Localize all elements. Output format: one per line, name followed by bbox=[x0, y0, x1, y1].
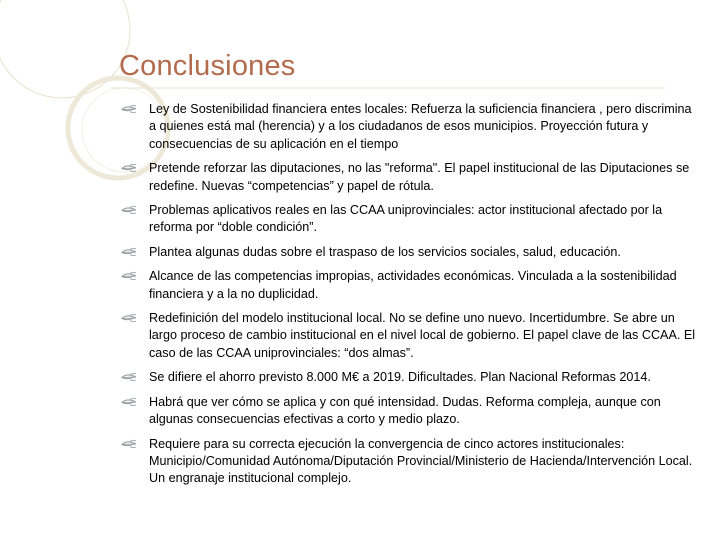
bullet-item bbox=[121, 101, 701, 153]
leaf-bullet-icon bbox=[121, 101, 139, 118]
bullet-list bbox=[121, 101, 701, 495]
leaf-bullet-icon bbox=[121, 244, 139, 261]
leaf-bullet-icon bbox=[121, 369, 139, 386]
bullet-item bbox=[121, 394, 701, 429]
bullet-text: Plantea algunas dudas sobre el traspaso de los servicios sociales, salud, educación. bbox=[149, 244, 621, 259]
bullet-text: Pretende reforzar las diputaciones, no las "reforma". El papel institucional de las Diputaciones se redefine. Nuevas “competencias” y papel de rótula. bbox=[149, 161, 690, 193]
leaf-bullet-icon bbox=[121, 160, 139, 177]
bullet-text: Ley de Sostenibilidad financiera entes locales: Refuerza la suficiencia financiera , pero discrimina a quienes está mal (herencia) y a los ciudadanos de esos municipios. Proyección futura y consecuencias de su aplicación en el tiempo bbox=[149, 102, 692, 151]
bullet-text: Alcance de las competencias impropias, actividades económicas. Vinculada a la sostenibilidad financiera y a la no duplicidad. bbox=[149, 269, 677, 301]
bullet-text: Problemas aplicativos reales en las CCAA uniprovinciales: actor institucional afectado por la reforma por “doble condición”. bbox=[149, 203, 663, 235]
bullet-item bbox=[121, 436, 701, 488]
leaf-bullet-icon bbox=[121, 436, 139, 453]
bullet-item bbox=[121, 244, 701, 261]
slide-title: Conclusiones bbox=[119, 50, 296, 82]
bullet-item bbox=[121, 369, 701, 386]
bullet-text: Se difiere el ahorro previsto 8.000 M€ a 2019. Dificultades. Plan Nacional Reformas 2014. bbox=[149, 370, 651, 385]
leaf-bullet-icon bbox=[121, 310, 139, 327]
leaf-bullet-icon bbox=[121, 268, 139, 285]
leaf-bullet-icon bbox=[121, 394, 139, 411]
bullet-item bbox=[121, 160, 701, 195]
bullet-text: Redefinición del modelo institucional local. No se define uno nuevo. Incertidumbre. Se abre un largo proceso de cambio institucional en el nivel local de gobierno. El papel clave de las CCAA. El caso de las CCAA uniprovinciales: “dos almas”. bbox=[149, 311, 696, 360]
bullet-item bbox=[121, 268, 701, 303]
bullet-item bbox=[121, 310, 701, 362]
bullet-text: Requiere para su correcta ejecución la convergencia de cinco actores institucionales: Municipio/Comunidad Autónoma/Diputación Provincial/Ministerio de Hacienda/Intervención Local. Un engranaje institucional complejo. bbox=[149, 436, 693, 486]
leaf-bullet-icon bbox=[121, 202, 139, 219]
bullet-item bbox=[121, 202, 701, 237]
bullet-text: Habrá que ver cómo se aplica y con qué intensidad. Dudas. Reforma compleja, aunque con algunas consecuencias efectivas a corto y medio plazo. bbox=[149, 394, 661, 427]
